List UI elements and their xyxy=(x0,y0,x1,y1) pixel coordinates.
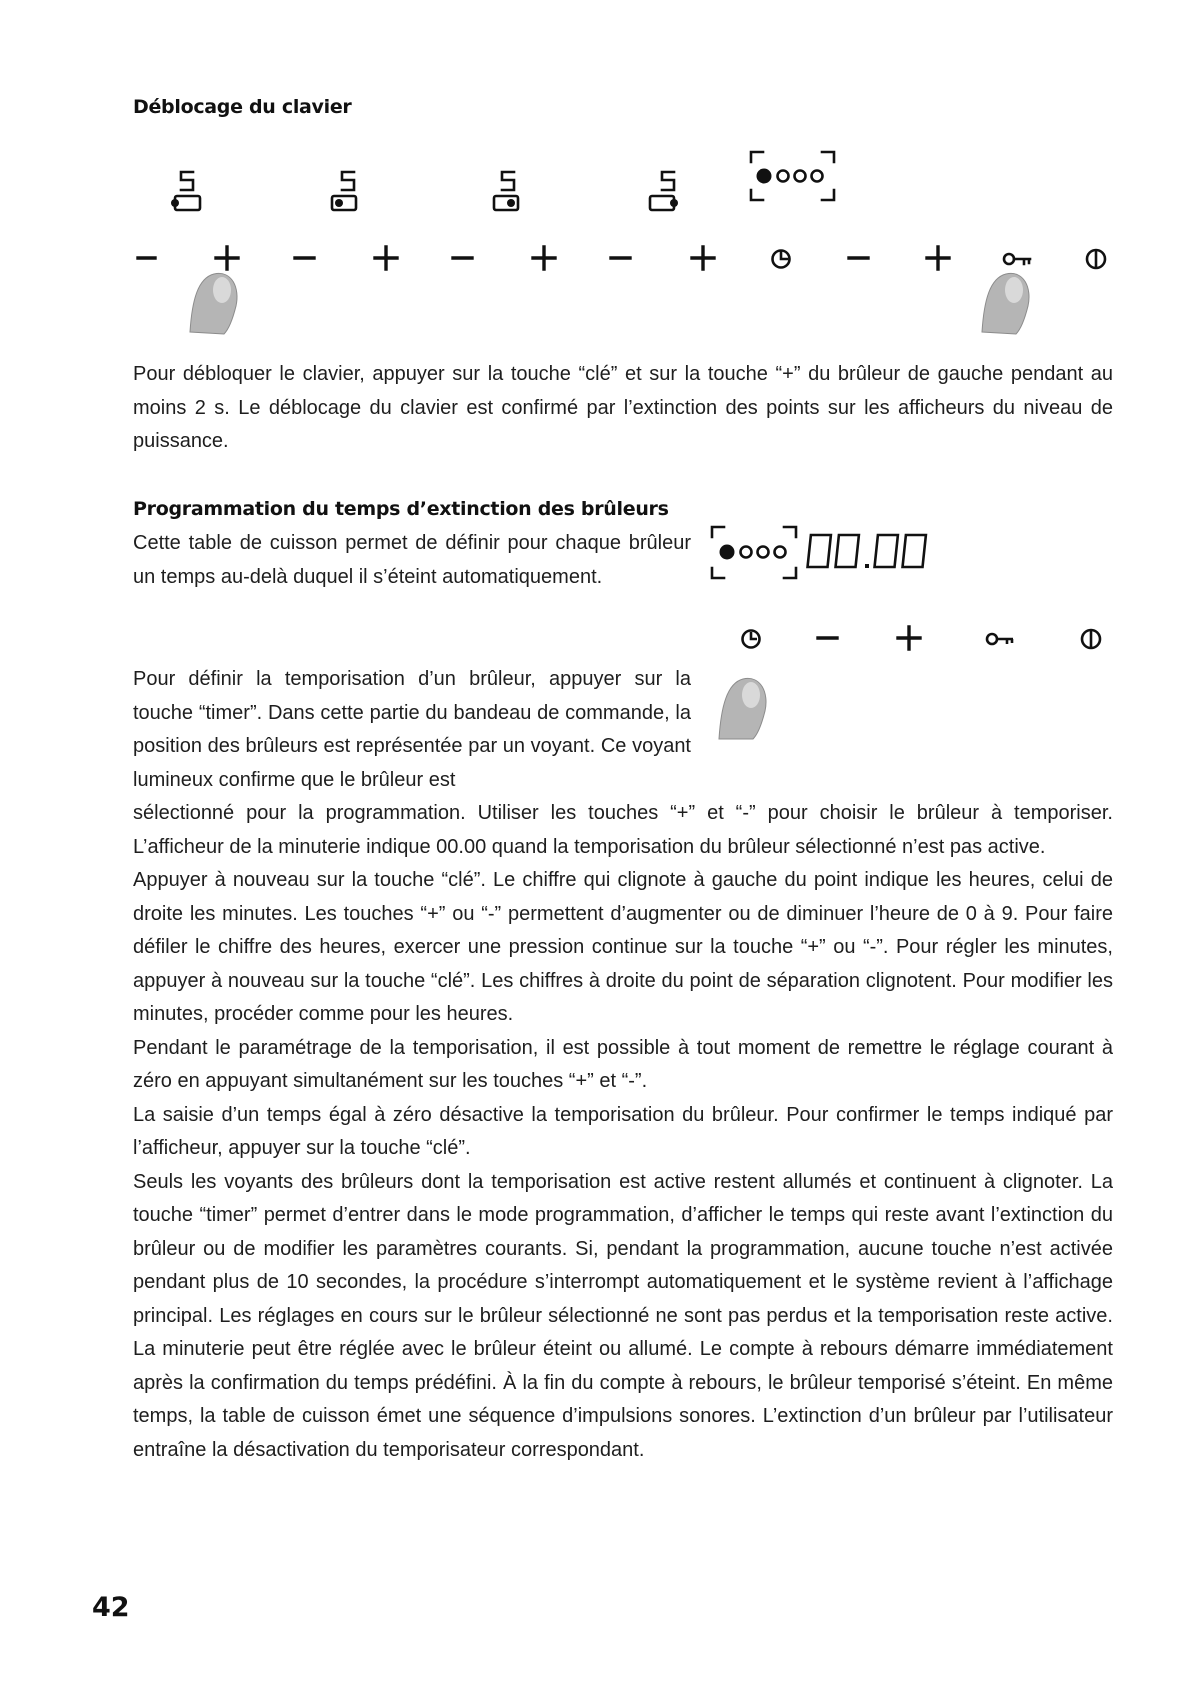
timer-paragraph-e: La saisie d’un temps égal à zéro désactive la temporisation du brûleur. Pour confirmer le temps indiqué par l’afficheur, appuyer sur la touche “clé”. xyxy=(133,1103,1113,1159)
burner-indicator-display xyxy=(712,527,796,578)
page-number: 42 xyxy=(92,1592,130,1623)
timer-paragraph-d: Pendant le paramétrage de la temporisation, il est possible à tout moment de remettre le réglage courant à zéro en appuyant simultanément sur les touches “+” et “-”. xyxy=(133,1036,1113,1092)
key-icon[interactable] xyxy=(1004,254,1030,264)
burner-4-level-display xyxy=(662,172,674,190)
burner-2-plus-button xyxy=(375,247,397,269)
finger-pressing-plus-icon xyxy=(190,273,237,334)
burner-2-level-display xyxy=(342,172,354,190)
burner-1-level-display xyxy=(0,140,193,190)
timer-plus-button xyxy=(927,247,949,269)
control-panel-diagram-timer xyxy=(705,515,1165,745)
burner-1-plus-button xyxy=(216,247,238,269)
finger-pressing-key-icon xyxy=(982,273,1029,334)
timer-icon[interactable] xyxy=(743,631,760,648)
burner-front-right-icon xyxy=(650,196,678,210)
burner-rear-right-icon xyxy=(494,196,518,210)
burner-3-level-display xyxy=(502,172,514,190)
timer-body-text xyxy=(133,797,1113,1467)
timer-paragraph-a: Pour définir la temporisation d’un brûleur, appuyer sur la touche “timer”. Dans cette partie du bandeau de commande, la position des brûleurs est représentée par un voyant. Ce voyant lumineux confirme que le brûleur est xyxy=(133,668,691,791)
finger-pressing-timer-icon xyxy=(719,678,766,739)
unlock-instructions: Pour débloquer le clavier, appuyer sur la touche “clé” et sur la touche “+” du brûleur de gauche pendant au moins 2 s. Le déblocage du clavier est confirmé par l’extinction des points sur les afficheurs du niveau de puissance. xyxy=(133,363,1113,452)
burner-rear-left-icon xyxy=(332,196,356,210)
timer-icon[interactable] xyxy=(773,251,790,268)
timer-paragraph-c: Appuyer à nouveau sur la touche “clé”. Le chiffre qui clignote à gauche du point indique les heures, celui de droite les minutes. Les touches “+” ou “-” permettent d’augmenter ou de diminuer l’heure de 0 à 9. Pour faire défiler le chiffre des heures, exercer une pression continue sur la touche “+” ou “-”. Pour régler les minutes, appuyer à nouveau sur la touche “clé”. Les chiffres à droite du point de séparation clignotent. Pour modifier les minutes, procéder comme pour les heures. xyxy=(133,869,1113,1025)
burner-4-plus-button xyxy=(692,247,714,269)
timer-paragraph-f: Seuls les voyants des brûleurs dont la temporisation est active restent allumés et continuent à clignoter. La touche “timer” permet d’entrer dans le mode programmation, d’afficher le temps qui reste avant l’extinction du brûleur ou de modifier les paramètres courants. Si, pendant la programmation, aucune touche n’est activée pendant plus de 10 secondes, la procédure s’interrompt automatiquement et le système revient à l’affichage principal. Les réglages en cours sur le brûleur sélectionné ne sont pas perdus et la temporisation reste active. La minuterie peut être réglée avec le brûleur éteint ou allumé. Le compte à rebours démarre immédiatement après la confirmation du temps prédéfini. À la fin du compte à rebours, le brûleur temporisé s’éteint. En même temps, la table de cuisson émet une séquence d’impulsions sonores. L’extinction d’un brûleur par l’utilisateur entraîne la désactivation du temporisateur correspondant. xyxy=(133,1170,1113,1461)
power-icon[interactable] xyxy=(1082,630,1100,648)
power-icon[interactable] xyxy=(1087,250,1105,268)
timer-intro-text: Cette table de cuisson permet de définir pour chaque brûleur un temps au-delà duquel il s’éteint automatiquement. xyxy=(133,532,691,588)
control-panel-diagram-unlock xyxy=(0,140,1197,360)
key-icon[interactable] xyxy=(987,634,1013,644)
burner-3-plus-button xyxy=(533,247,555,269)
burner-indicator-display xyxy=(751,152,834,200)
timer-time-display xyxy=(808,535,926,568)
burner-front-left-icon xyxy=(171,196,200,210)
timer-paragraph-b: sélectionné pour la programmation. Utiliser les touches “+” et “-” pour choisir le brûleur à temporiser. L’afficheur de la minuterie indique 00.00 quand la temporisation du brûleur sélectionné n’est pas active. xyxy=(133,802,1113,858)
section-heading-timer-programming: Programmation du temps d’extinction des brûleurs xyxy=(133,498,669,520)
section-heading-keyboard-unlock: Déblocage du clavier xyxy=(133,96,352,118)
timer-plus-button xyxy=(898,627,920,649)
